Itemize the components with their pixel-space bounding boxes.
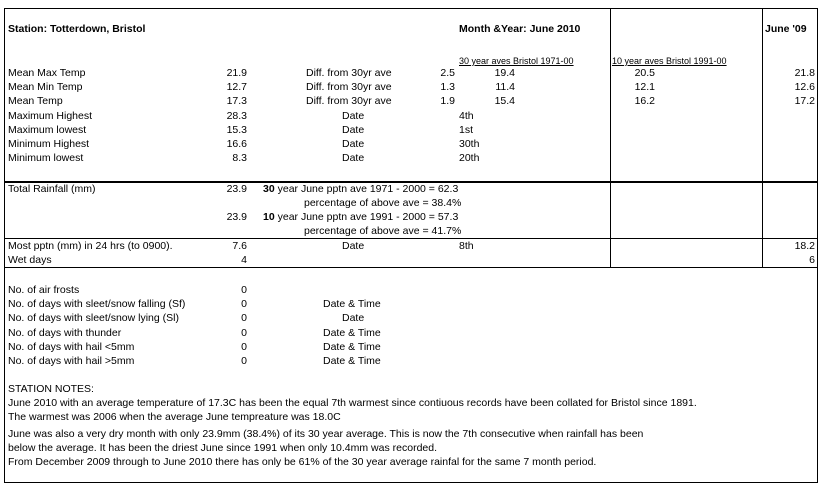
phenomena-extra: Date & Time <box>323 298 381 310</box>
phenomena-value: 0 <box>241 341 247 353</box>
extreme-value: 15.3 <box>226 124 247 136</box>
extreme-value: 28.3 <box>226 110 247 122</box>
temp-june09: 17.2 <box>794 95 815 107</box>
phenomena-value: 0 <box>241 327 247 339</box>
extreme-date-label: Date <box>342 124 365 136</box>
wet-days-june09: 6 <box>809 254 815 266</box>
temp-label: Mean Min Temp <box>8 81 83 93</box>
notes-heading: STATION NOTES: <box>8 383 94 395</box>
temp-value: 21.9 <box>226 67 247 79</box>
phenomena-label: No. of days with sleet/snow falling (Sf) <box>8 298 186 310</box>
temp-diff: 2.5 <box>440 67 455 79</box>
most-pptn-value: 7.6 <box>232 240 247 252</box>
rainfall-30yr-percentage: percentage of above ave = 38.4% <box>304 197 462 209</box>
phenomena-value: 0 <box>241 312 247 324</box>
notes-line: June was also a very dry month with only 23.9mm (38.4%) of its 30 year average. This is now the 7th consecutive when rainfall has been <box>8 428 644 440</box>
temp-june09: 12.6 <box>794 81 815 93</box>
phenomena-value: 0 <box>241 355 247 367</box>
extreme-value: 16.6 <box>226 138 247 150</box>
phenomena-label: No. of days with hail <5mm <box>8 341 135 353</box>
extreme-date: 30th <box>459 138 480 150</box>
phenomena-extra: Date & Time <box>323 341 381 353</box>
temp-ave30: 15.4 <box>494 95 515 107</box>
temp-value: 12.7 <box>226 81 247 93</box>
divider-col-10yr <box>610 9 611 267</box>
temp-value: 17.3 <box>226 95 247 107</box>
temp-ave10: 12.1 <box>634 81 655 93</box>
rainfall-30yr-line <box>263 183 458 196</box>
rainfall-label: Total Rainfall (mm) <box>8 183 96 195</box>
notes-line: The warmest was 2006 when the average June tempreature was 18.0C <box>8 411 341 423</box>
extreme-label: Minimum Highest <box>8 138 90 150</box>
rainfall-10yr-text: year June pptn ave 1991 - 2000 = 57.3 <box>274 211 459 223</box>
rainfall-30yr-text: year June pptn ave 1971 - 2000 = 62.3 <box>274 183 459 195</box>
temp-ave10: 16.2 <box>634 95 655 107</box>
extreme-date: 4th <box>459 110 474 122</box>
divider-rainfall-bottom <box>5 238 817 239</box>
ave10-header: 10 year aves Bristol 1991-00 <box>612 56 727 66</box>
divider-col-june09 <box>762 9 763 267</box>
phenomena-value: 0 <box>241 284 247 296</box>
extreme-label: Maximum Highest <box>8 110 93 122</box>
rainfall-10yr-bold: 10 <box>263 211 275 223</box>
phenomena-extra: Date & Time <box>323 327 381 339</box>
notes-line: below the average. It has been the driest June since 1991 when only 10.4mm was recorded. <box>8 442 438 454</box>
rainfall-10yr-line <box>263 211 458 224</box>
most-pptn-date: 8th <box>459 240 474 252</box>
station-title: Station: Totterdown, Bristol <box>8 23 146 35</box>
ave30-header: 30 year aves Bristol 1971-00 <box>459 56 574 66</box>
rainfall-value-2: 23.9 <box>226 211 247 223</box>
phenomena-extra: Date & Time <box>323 355 381 367</box>
temp-diff: 1.3 <box>440 81 455 93</box>
extreme-label: Maximum lowest <box>8 124 87 136</box>
wet-days-label: Wet days <box>8 254 52 266</box>
most-pptn-june09: 18.2 <box>794 240 815 252</box>
rainfall-30yr-bold: 30 <box>263 183 275 195</box>
phenomena-label: No. of air frosts <box>8 284 80 296</box>
extreme-date-label: Date <box>342 152 365 164</box>
temp-label: Mean Max Temp <box>8 67 86 79</box>
extreme-date: 1st <box>459 124 474 136</box>
temp-ave10: 20.5 <box>634 67 655 79</box>
month-year-title: Month &Year: June 2010 <box>459 23 581 35</box>
phenomena-label: No. of days with hail >5mm <box>8 355 135 367</box>
most-pptn-label: Most pptn (mm) in 24 hrs (to 0900). <box>8 240 173 252</box>
extreme-date: 20th <box>459 152 480 164</box>
notes-line: From December 2009 through to June 2010 there has only be 61% of the 30 year average rainfal for the same 7 month period. <box>8 456 597 468</box>
temp-june09: 21.8 <box>794 67 815 79</box>
extreme-label: Minimum lowest <box>8 152 84 164</box>
extreme-value: 8.3 <box>232 152 247 164</box>
temp-diff-label: Diff. from 30yr ave <box>306 95 392 107</box>
most-pptn-date-label: Date <box>342 240 365 252</box>
rainfall-value: 23.9 <box>226 183 247 195</box>
wet-days-value: 4 <box>241 254 247 266</box>
phenomena-value: 0 <box>241 298 247 310</box>
phenomena-extra: Date <box>342 312 365 324</box>
weather-report-sheet <box>4 8 818 483</box>
temp-diff-label: Diff. from 30yr ave <box>306 81 392 93</box>
temp-diff-label: Diff. from 30yr ave <box>306 67 392 79</box>
extreme-date-label: Date <box>342 110 365 122</box>
notes-line: June 2010 with an average temperature of 17.3C has been the equal 7th warmest since contiuous records have been collated for Bristol since 1891. <box>8 397 697 409</box>
june09-title: June '09 <box>765 23 807 35</box>
temp-ave30: 11.4 <box>495 81 515 93</box>
temp-label: Mean Temp <box>8 95 63 107</box>
temp-diff: 1.9 <box>440 95 455 107</box>
rainfall-10yr-percentage: percentage of above ave = 41.7% <box>304 225 462 237</box>
phenomena-label: No. of days with sleet/snow lying (Sl) <box>8 312 179 324</box>
divider-wetdays-bottom <box>5 267 817 268</box>
extreme-date-label: Date <box>342 138 365 150</box>
temp-ave30: 19.4 <box>494 67 515 79</box>
phenomena-label: No. of days with thunder <box>8 327 122 339</box>
